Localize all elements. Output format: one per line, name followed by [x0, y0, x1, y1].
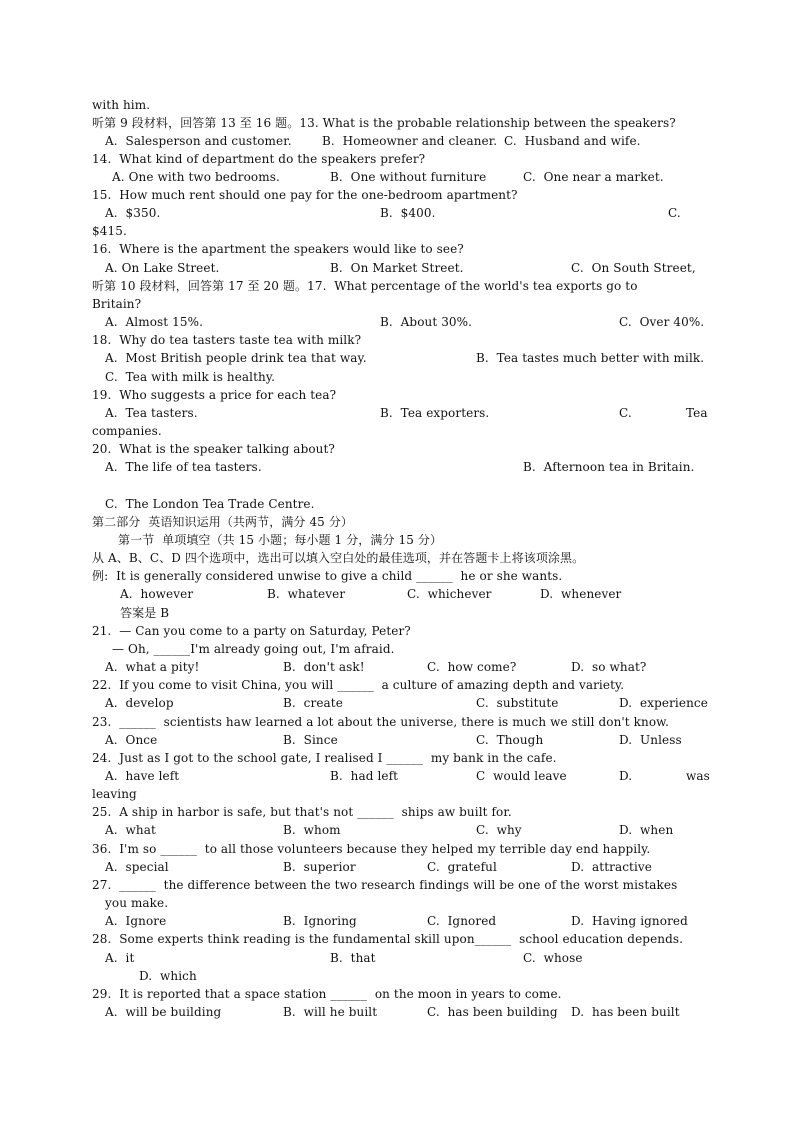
part-2-heading: 第二部分 英语知识运用（共两节，满分 45 分）: [92, 515, 354, 529]
option-a: A. Ignore: [105, 914, 167, 928]
question-stem-line2: — Oh, ______I'm already going out, I'm afraid.: [112, 642, 395, 656]
option-a: A. will be building: [105, 1005, 222, 1019]
option-d: D.: [619, 769, 633, 783]
text-line: Britain?: [92, 297, 142, 311]
option-d: D. when: [619, 823, 674, 837]
option-d: D. Having ignored: [571, 914, 688, 928]
question-stem: 18. Why do tea tasters taste tea with milk?: [92, 333, 362, 347]
option-c: C.: [668, 206, 681, 220]
option-b: B. One without furniture: [330, 170, 487, 184]
question-stem: 15. How much rent should one pay for the one-bedroom apartment?: [92, 188, 518, 202]
option-c: C. Ignored: [427, 914, 497, 928]
option-d: D. experience: [619, 696, 708, 710]
option-b: B. create: [283, 696, 343, 710]
question-stem: 22. If you come to visit China, you will ______ a culture of amazing depth and variety.: [92, 678, 625, 692]
option-c-continued: $415.: [92, 224, 127, 238]
option-c: C. substitute: [476, 696, 559, 710]
option-a: A. what: [105, 823, 156, 837]
option-b: B. had left: [330, 769, 399, 783]
option-a: A. Most British people drink tea that way.: [105, 351, 367, 365]
question-stem: 19. Who suggests a price for each tea?: [92, 388, 337, 402]
option-a: A. however: [120, 587, 194, 601]
option-b: B. Ignoring: [283, 914, 357, 928]
example-answer: 答案是 B: [120, 606, 170, 620]
option-d-word: was: [686, 769, 710, 783]
question-stem: 36. I'm so ______ to all those volunteers because they helped my terrible day end happily.: [92, 842, 651, 856]
question-stem-line2: you make.: [105, 896, 169, 910]
option-b: B. don't ask!: [283, 660, 365, 674]
question-stem: 27. ______ the difference between the two research findings will be one of the worst mistakes: [92, 878, 678, 892]
text-line: with him.: [92, 98, 151, 112]
option-c: C would leave: [476, 769, 567, 783]
question-stem: 16. Where is the apartment the speakers would like to see?: [92, 242, 464, 256]
option-b: B. whatever: [267, 587, 346, 601]
option-a: A. Once: [105, 733, 158, 747]
question-stem: 21. — Can you come to a party on Saturday, Peter?: [92, 624, 411, 638]
option-b: B. Since: [283, 733, 338, 747]
question-stem: 24. Just as I got to the school gate, I realised I ______ my bank in the cafe.: [92, 751, 557, 765]
option-b: B. whom: [283, 823, 341, 837]
question-stem: 25. A ship in harbor is safe, but that's not ______ ships aw built for.: [92, 805, 512, 819]
option-a: A. The life of tea tasters.: [105, 460, 262, 474]
option-b: B. Tea tastes much better with milk.: [476, 351, 705, 365]
option-a: A. Tea tasters.: [105, 406, 198, 420]
passage-9-heading: 听第 9 段材料，回答第 13 至 16 题。13. What is the probable relationship between the speakers?: [92, 116, 676, 130]
option-c-continued: companies.: [92, 424, 162, 438]
option-d: D. Unless: [619, 733, 682, 747]
option-c: C. The London Tea Trade Centre.: [105, 497, 315, 511]
option-b: B. Homeowner and cleaner.: [322, 134, 498, 148]
option-d: D. whenever: [540, 587, 622, 601]
option-b: B. that: [330, 951, 376, 965]
option-c: C. whose: [523, 951, 583, 965]
option-a: A. On Lake Street.: [105, 261, 220, 275]
option-a: A. have left: [105, 769, 180, 783]
option-c: C. On South Street,: [571, 261, 696, 275]
option-c-word: Tea: [686, 406, 708, 420]
instructions: 从 A、B、C、D 四个选项中，选出可以填入空白处的最佳选项，并在答题卡上将该项涂黑。: [92, 551, 585, 565]
option-c: C. whichever: [407, 587, 492, 601]
option-a: A. One with two bedrooms.: [112, 170, 280, 184]
option-b: B. Afternoon tea in Britain.: [523, 460, 695, 474]
option-a: A. what a pity!: [105, 660, 200, 674]
option-b: B. will he built: [283, 1005, 378, 1019]
option-c: C. Tea with milk is healthy.: [105, 370, 276, 384]
passage-10-heading: 听第 10 段材料，回答第 17 至 20 题。17. What percentage of the world's tea exports go to: [92, 279, 638, 293]
option-c: C.: [619, 406, 632, 420]
option-b: B. Tea exporters.: [380, 406, 490, 420]
option-d-continued: leaving: [92, 787, 137, 801]
option-c: C. Though: [476, 733, 544, 747]
option-c: C. Over 40%.: [619, 315, 705, 329]
option-c: C. One near a market.: [523, 170, 664, 184]
option-b: B. superior: [283, 860, 356, 874]
option-a: A. develop: [105, 696, 174, 710]
option-a: A. special: [105, 860, 169, 874]
example-stem: 例: It is generally considered unwise to give a child ______ he or she wants.: [92, 569, 563, 583]
question-stem: 23. ______ scientists haw learned a lot about the universe, there is much we still don't know.: [92, 715, 670, 729]
option-d: D. has been built: [571, 1005, 680, 1019]
option-c: C. has been building: [427, 1005, 558, 1019]
question-stem: 29. It is reported that a space station ______ on the moon in years to come.: [92, 987, 562, 1001]
option-d: D. attractive: [571, 860, 652, 874]
question-stem: 20. What is the speaker talking about?: [92, 442, 335, 456]
option-c: C. how come?: [427, 660, 517, 674]
question-stem: 28. Some experts think reading is the fundamental skill upon______ school education depends.: [92, 932, 684, 946]
option-c: C. grateful: [427, 860, 497, 874]
option-b: B. On Market Street.: [330, 261, 464, 275]
option-a: A. it: [105, 951, 135, 965]
option-c: C. why: [476, 823, 522, 837]
option-c: C. Husband and wife.: [504, 134, 641, 148]
option-a: A. Salesperson and customer.: [105, 134, 292, 148]
option-d: D. so what?: [571, 660, 647, 674]
option-b: B. About 30%.: [380, 315, 473, 329]
option-a: A. Almost 15%.: [105, 315, 203, 329]
question-stem: 14. What kind of department do the speakers prefer?: [92, 152, 426, 166]
option-b: B. $400.: [380, 206, 436, 220]
option-d: D. which: [139, 969, 197, 983]
section-1-heading: 第一节 单项填空（共 15 小题；每小题 1 分，满分 15 分）: [118, 533, 443, 547]
option-a: A. $350.: [105, 206, 161, 220]
